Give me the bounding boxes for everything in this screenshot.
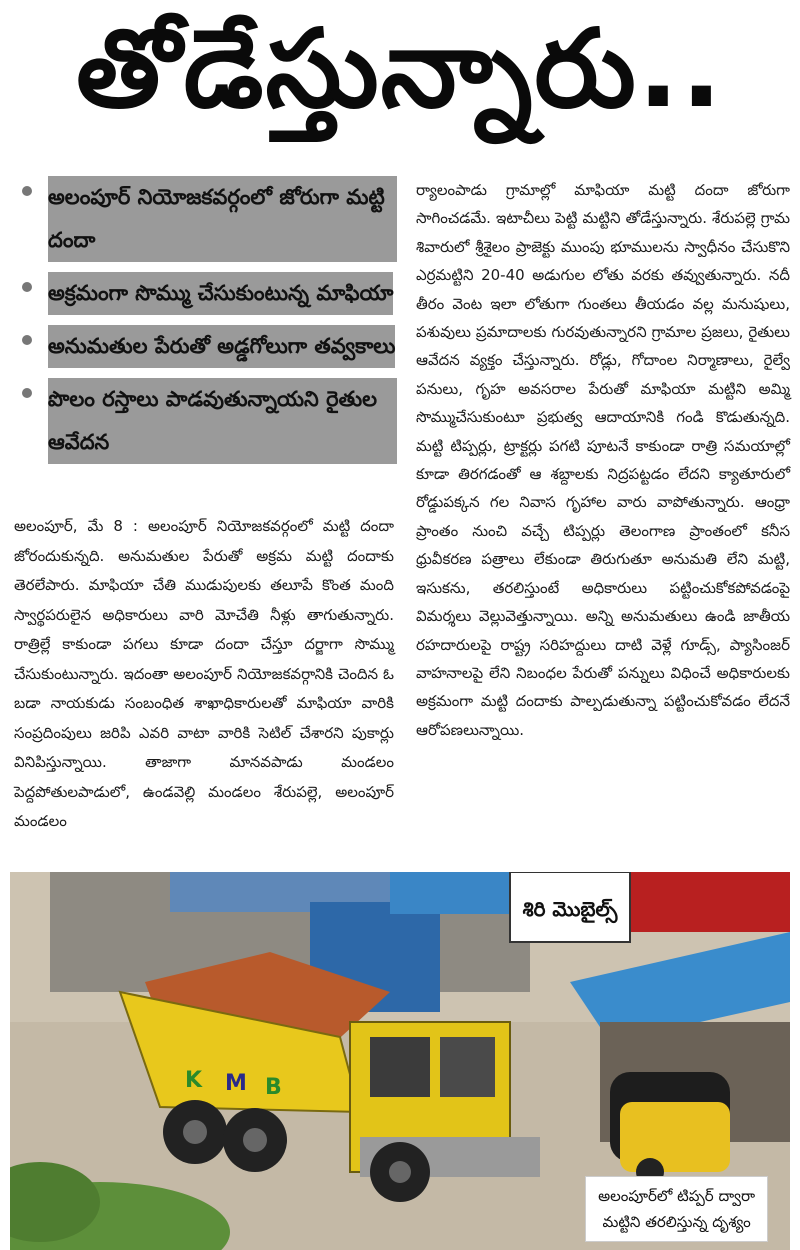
bullet-text: పొలం రస్తాలు పాడవుతున్నాయని రైతుల ఆవేదన <box>48 378 397 464</box>
caption-line: అలంపూర్‌లో టిప్పర్ ద్వారా <box>598 1187 755 1205</box>
truck-letter: B <box>265 1075 282 1100</box>
truck-letter: K <box>185 1068 203 1093</box>
bullet-text: అనుమతుల పేరుతో అడ్డగోలుగా తవ్వకాలు <box>48 325 395 368</box>
bullet-item <box>22 378 397 464</box>
article-body-right-column: ర్యాలంపాడు గ్రామాల్లో మాఫియా మట్టి దందా జోరుగా సాగించడమే. ఇటాచీలు పెట్టి మట్టిని తోడేస్తున్నారు. శేరుపల్లె గ్రామ శివారులో శ్రీశైలం ప్రాజెక్టు ముంపు భూములను స్వాధీనం చేసుకొని ఎర్రమట్టిని 20-40 అడుగుల లోతు వరకు తవ్వుతున్నారు. నదీ తీరం వెంట ఇలా లోతుగా గుంతలు తీయడం వల్ల మనుషులు, పశువులు ప్రమాదాలకు గురవుతున్నారని గ్రామాల ప్రజలు, రైతులు ఆవేదన వ్యక్తం చేస్తున్నారు. రోడ్లు, గోదాంల నిర్మాణాలు, రైల్వే పనులు, గృహ అవసరాల పేరుతో మాఫియా మట్టిని అమ్మి సొమ్ముచేసుకుంటూ ప్రభుత్వ ఆదాయానికి గండి కొడుతున్నది. మట్టి టిప్పర్లు, ట్రాక్టర్లు పగటి పూటనే కాకుండా రాత్రి సమయాల్లో కూడా తిరగడంతో ఆ శబ్దాలకు నిద్రపట్టడం లేదని క్యాతూరులో రోడ్డుపక్కన గల నివాస గృహాల వారు వాపోతున్నారు. ఆంధ్రా ప్రాంతం నుంచి వచ్చే టిప్పర్లు తెలంగాణ ప్రాంతంలో కనీస ధ్రువీకరణ పత్రాలు లేకుండా తిరుగుతూ అనుమతి లేని మట్టి, ఇసుకను, తరలిస్తుంటే అధికారులు పట్టించుకోకపోవడంపై విమర్శలు వెల్లువెత్తున్నాయి. అన్ని అనుమతులు ఉండి జాతీయ రహదారులపై రాష్ట్ర సరిహద్దులు దాటి వెళ్లే గూడ్స్, ప్యాసింజర్ వాహనాలపై లేని నిబంధల పేరుతో పన్నులు విధించే అధికారులకు అక్రమంగా మట్టి దందాకు పాల్పడుతున్నా పట్టించుకోవడం లేదనే ఆరోపణలున్నాయి. <box>416 181 790 739</box>
news-photo <box>10 872 790 1250</box>
bullet-dot-icon <box>22 388 32 398</box>
bullet-item <box>22 272 397 315</box>
bullet-text: అలంపూర్ నియోజకవర్గంలో జోరుగా మట్టి దందా <box>48 176 397 262</box>
bullet-dot-icon <box>22 282 32 292</box>
photo-caption <box>585 1176 768 1242</box>
headline: తోడేస్తున్నారు.. <box>76 6 724 132</box>
bullet-dot-icon <box>22 335 32 345</box>
truck-letter: M <box>225 1071 247 1096</box>
bullet-list <box>22 176 397 474</box>
article-body-left-column: అలంపూర్, మే 8 : అలంపూర్ నియోజకవర్గంలో మట్టి దందా జోరందుకున్నది. అనుమతుల పేరుతో అక్రమ మట్టి దందాకు తెరలేపారు. మాఫియా చేతి ముడుపులకు తలూపే కొంత మంది స్వార్థపరులైన అధికారులు వారి మోచేతి నీళ్లు తాగుతున్నారు. రాత్రిల్లే కాకుండా పగలు కూడా దందా చేస్తూ దర్జాగా సొమ్ము చేసుకుంటున్నారు. ఇదంతా అలంపూర్ నియోజకవర్గానికి చెందిన ఓ బడా నాయకుడు సంబంధిత శాఖాధికారులతో మాఫియా వారికి సంప్రదింపులు జరిపి ఎవరి వాటా వారికి సెటిల్ చేశారని పుకార్లు వినిపిస్తున్నాయి. తాజాగా మానవపాడు మండలం పెద్దపోతులపాడులో, ఉండవెల్లి మండలం శేరుపల్లె, అలంపూర్ మండలం <box>14 517 394 830</box>
bullet-text: అక్రమంగా సొమ్ము చేసుకుంటున్న మాఫియా <box>48 272 393 315</box>
caption-line: మట్టిని తరలిస్తున్న దృశ్యం <box>602 1213 751 1231</box>
bullet-item <box>22 176 397 262</box>
bullet-dot-icon <box>22 186 32 196</box>
shop-sign-text: శిరి మొబైల్స్ <box>522 897 618 921</box>
bullet-item <box>22 325 397 368</box>
